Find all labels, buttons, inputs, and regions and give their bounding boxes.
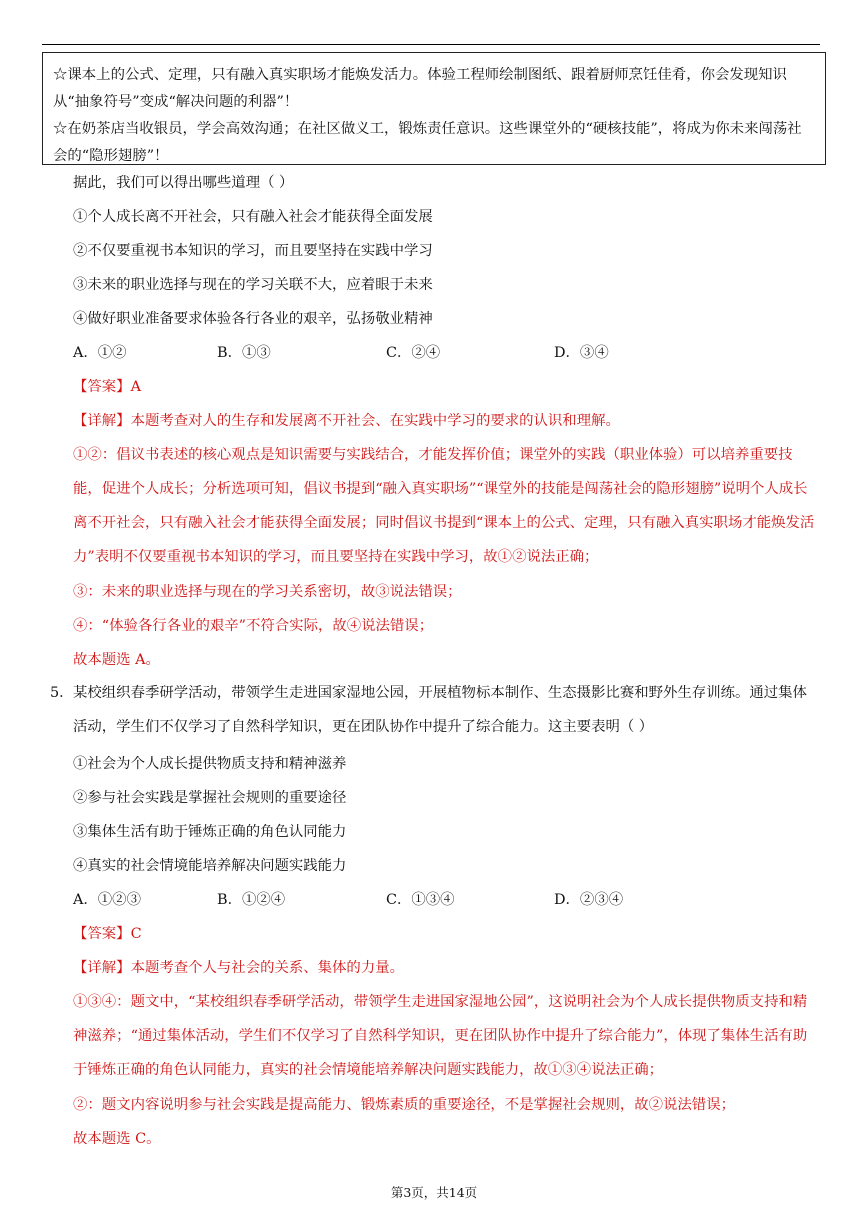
q5-conclusion: 故本题选 C。 bbox=[73, 1131, 161, 1147]
page-footer: 第3页，共14页 bbox=[390, 1185, 478, 1200]
q4-option-c: C．②④ bbox=[386, 345, 441, 361]
q5-statement-2: ②参与社会实践是掌握社会规则的重要途径 bbox=[73, 790, 347, 806]
q4-statement-4: ④做好职业准备要求体验各行各业的艰辛，弘扬敬业精神 bbox=[73, 311, 433, 327]
q5-answer: 【答案】C bbox=[73, 926, 142, 942]
q4-statement-3: ③未来的职业选择与现在的学习关联不大，应着眼于未来 bbox=[73, 277, 433, 293]
q4-statement-1: ①个人成长离不开社会，只有融入社会才能获得全面发展 bbox=[73, 209, 433, 225]
proposal-line-2: ☆在奶茶店当收银员，学会高效沟通；在社区做义工，锻炼责任意识。这些课堂外的“硬核技能”，将成为你未来闯荡社会的“隐形翅膀”！ bbox=[53, 121, 802, 164]
q4-analysis-3: ④：“体验各行各业的艰辛”不符合实际，故④说法错误； bbox=[73, 618, 434, 634]
q4-analysis-2: ③：未来的职业选择与现在的学习关系密切，故③说法错误； bbox=[73, 584, 462, 600]
q5-statement-3: ③集体生活有助于锤炼正确的角色认同能力 bbox=[73, 824, 347, 840]
q5-number: 5． bbox=[50, 685, 74, 701]
q4-detail-title: 【详解】本题考查对人的生存和发展离不开社会、在实践中学习的要求的认识和理解。 bbox=[73, 413, 620, 429]
q4-option-d: D．③④ bbox=[554, 345, 609, 361]
proposal-line-1: ☆课本上的公式、定理，只有融入真实职场才能焕发活力。体验工程师绘制图纸、跟着厨师烹饪佳肴，你会发现知识从“抽象符号”变成“解决问题的利器”！ bbox=[53, 67, 787, 110]
q5-analysis-2: ②：题文内容说明参与社会实践是提高能力、锻炼素质的重要途径，不是掌握社会规则，故②说法错误； bbox=[73, 1097, 735, 1113]
q4-option-a: A．①② bbox=[73, 345, 127, 361]
q5-option-c: C．①③④ bbox=[386, 892, 455, 908]
q5-stem: 某校组织春季研学活动，带领学生走进国家湿地公园，开展植物标本制作、生态摄影比赛和野外生存训练。通过集体活动，学生们不仅学习了自然科学知识，更在团队协作中提升了综合能力。这主要表明（ ） bbox=[73, 685, 807, 735]
q5-option-a: A．①②③ bbox=[73, 892, 141, 908]
q4-conclusion: 故本题选 A。 bbox=[73, 652, 160, 668]
q5-analysis-1: ①③④：题文中，“某校组织春季研学活动，带领学生走进国家湿地公园”，这说明社会为个人成长提供物质支持和精神滋养；“通过集体活动，学生们不仅学习了自然科学知识，更在团队协作中提升了综合能力”，体现了集体生活有助于锤炼正确的角色认同能力，真实的社会情境能培养解决问题实践能力，故①③④说法正确； bbox=[73, 994, 808, 1078]
q5-detail-title: 【详解】本题考查个人与社会的关系、集体的力量。 bbox=[73, 960, 404, 976]
q5-statement-4: ④真实的社会情境能培养解决问题实践能力 bbox=[73, 858, 347, 874]
q4-statement-2: ②不仅要重视书本知识的学习，而且要坚持在实践中学习 bbox=[73, 243, 433, 259]
proposal-box bbox=[42, 52, 826, 165]
q5-option-b: B．①②④ bbox=[217, 892, 286, 908]
q5-statement-1: ①社会为个人成长提供物质支持和精神滋养 bbox=[73, 756, 347, 772]
q4-answer: 【答案】A bbox=[73, 379, 141, 395]
q4-analysis-1: ①②：倡议书表述的核心观点是知识需要与实践结合，才能发挥价值；课堂外的实践（职业体验）可以培养重要技能，促进个人成长；分析选项可知，倡议书提到“融入真实职场”“课堂外的技能是闯荡社会的隐形翅膀”说明个人成长离不开社会，只有融入社会才能获得全面发展；同时倡议书提到“课本上的公式、定理，只有融入真实职场才能焕发活力”表明不仅要重视书本知识的学习，而且要坚持在实践中学习，故①②说法正确； bbox=[73, 447, 815, 565]
header-rule bbox=[42, 44, 820, 45]
q4-stem: 据此，我们可以得出哪些道理（ ） bbox=[73, 175, 294, 191]
q4-option-b: B．①③ bbox=[217, 345, 271, 361]
q5-option-d: D．②③④ bbox=[554, 892, 624, 908]
